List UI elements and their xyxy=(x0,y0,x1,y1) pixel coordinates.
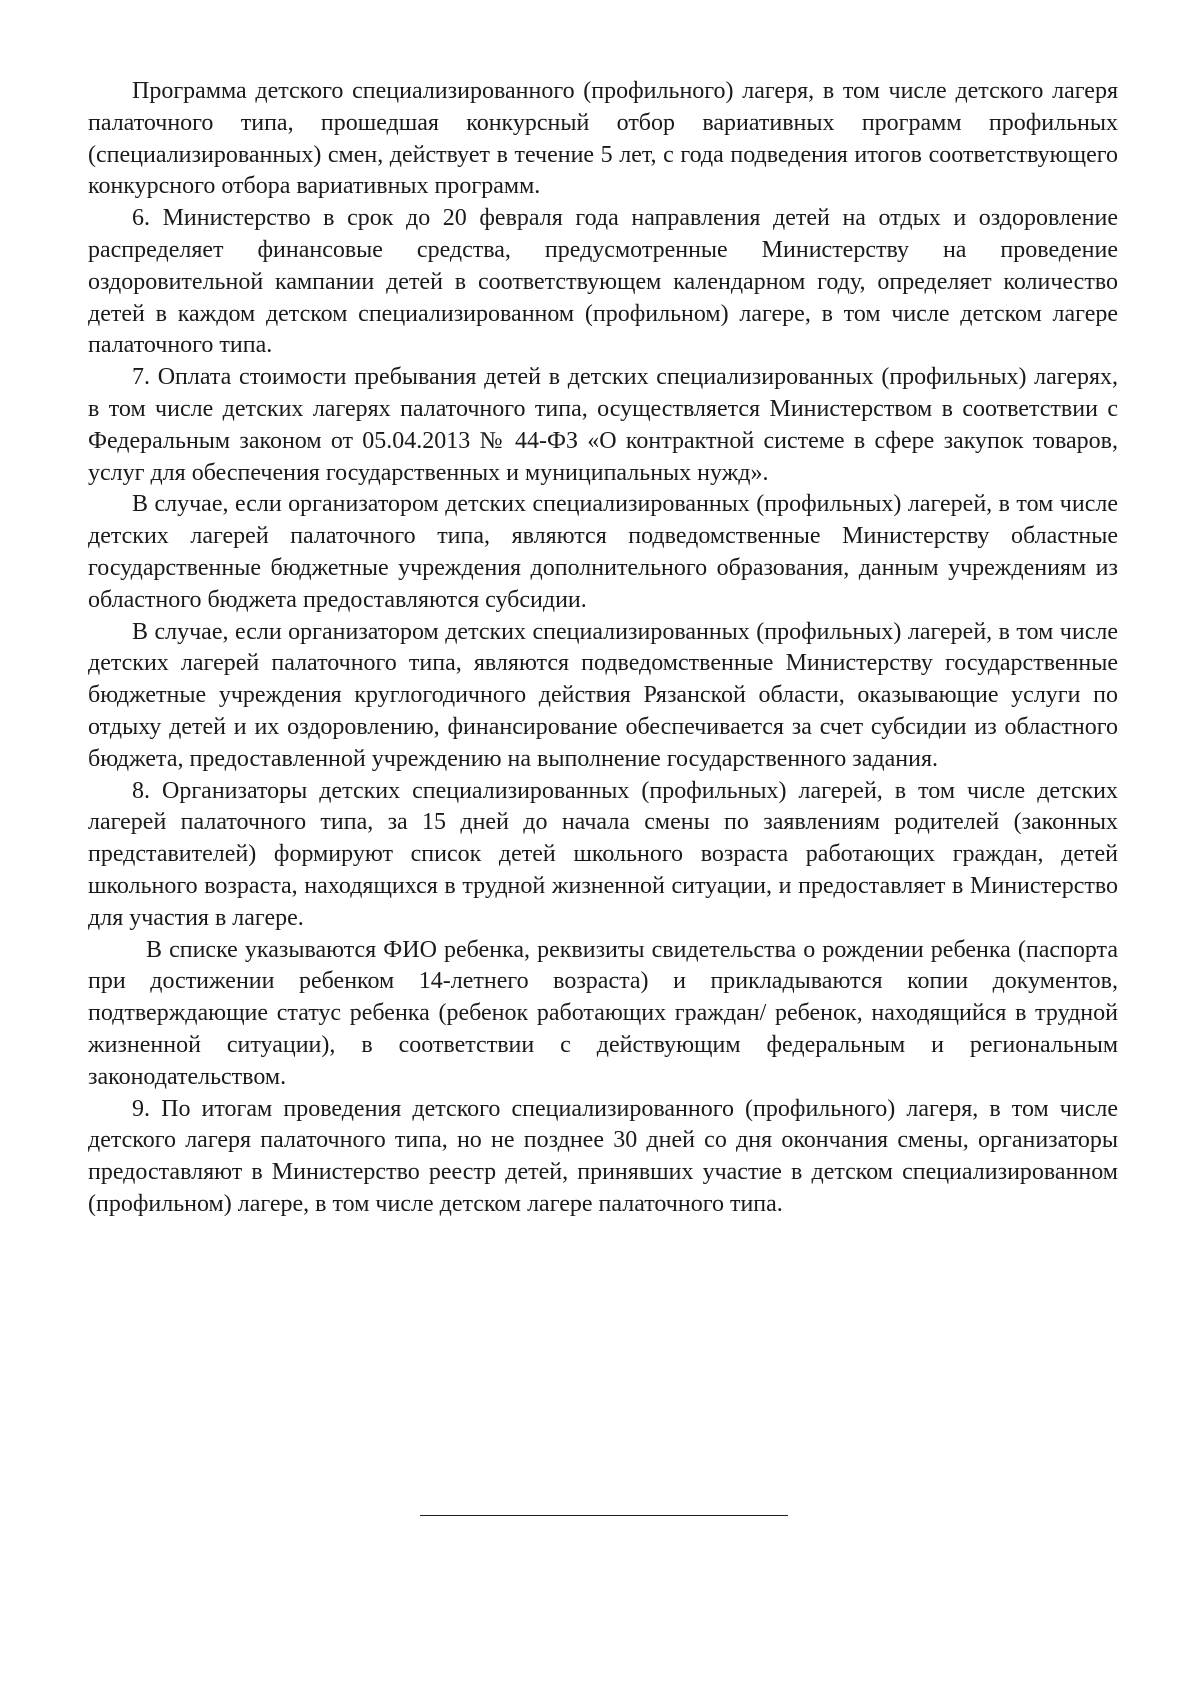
document-body xyxy=(88,76,1118,1221)
paragraph-8-organizers-list: 8. Организаторы детских специализированных (профильных) лагерей, в том числе детских лагерей палаточного типа, за 15 дней до начала смены по заявлениям родителей (законных представителей) формируют список детей школьного возраста работающих граждан, детей школьного возраста, находящихся в трудной жизненной ситуации, и предоставляет в Министерство для участия в лагере. xyxy=(88,777,1118,931)
paragraph-7-payment: 7. Оплата стоимости пребывания детей в детских специализированных (профильных) лагерях, в том числе детских лагерях палаточного типа, осуществляется Министерством в соответствии с Федеральным законом от 05.04.2013 № 44-ФЗ «О контрактной системе в сфере закупок товаров, услуг для обеспечения государственных и муниципальных нужд». xyxy=(88,364,1118,486)
end-divider-line xyxy=(420,1515,788,1516)
paragraph-program-validity: Программа детского специализированного (профильного) лагеря, в том числе детского лагеря палаточного типа, прошедшая конкурсный отбор вариативных программ профильных (специализированных) смен, действует в течение 5 лет, с года подведения итогов соответствующего конкурсного отбора вариативных программ. xyxy=(88,78,1118,200)
paragraph-9-registry: 9. По итогам проведения детского специализированного (профильного) лагеря, в том числе детского лагеря палаточного типа, но не позднее 30 дней со дня окончания смены, организаторы предоставляют в Министерство реестр детей, принявших участие в детском специализированном (профильном) лагере, в том числе детском лагере палаточного типа. xyxy=(88,1095,1118,1217)
paragraph-subsidies-yearround: В случае, если организатором детских специализированных (профильных) лагерей, в том числе детских лагерей палаточного типа, являются подведомственные Министерству государственные бюджетные учреждения круглогодичного действия Рязанской области, оказывающие услуги по отдыху детей и их оздоровлению, финансирование обеспечивается за счет субсидии из областного бюджета, предоставленной учреждению на выполнение государственного задания. xyxy=(88,618,1118,772)
paragraph-6-funds-distribution: 6. Министерство в срок до 20 февраля года направления детей на отдых и оздоровление распределяет финансовые средства, предусмотренные Министерству на проведение оздоровительной кампании детей в соответствующем календарном году, определяет количество детей в каждом детском специализированном (профильном) лагере, в том числе детском лагере палаточного типа. xyxy=(88,205,1118,359)
paragraph-subsidies-regional: В случае, если организатором детских специализированных (профильных) лагерей, в том числе детских лагерей палаточного типа, являются подведомственные Министерству областные государственные бюджетные учреждения дополнительного образования, данным учреждениям из областного бюджета предоставляются субсидии. xyxy=(88,491,1118,613)
paragraph-list-contents: В списке указываются ФИО ребенка, реквизиты свидетельства о рождении ребенка (паспорта при достижении ребенком 14-летнего возраста) и прикладываются копии документов, подтверждающие статус ребенка (ребенок работающих граждан/ ребенок, находящийся в трудной жизненной ситуации), в соответствии с действующим федеральным и региональным законодательством. xyxy=(88,936,1118,1090)
